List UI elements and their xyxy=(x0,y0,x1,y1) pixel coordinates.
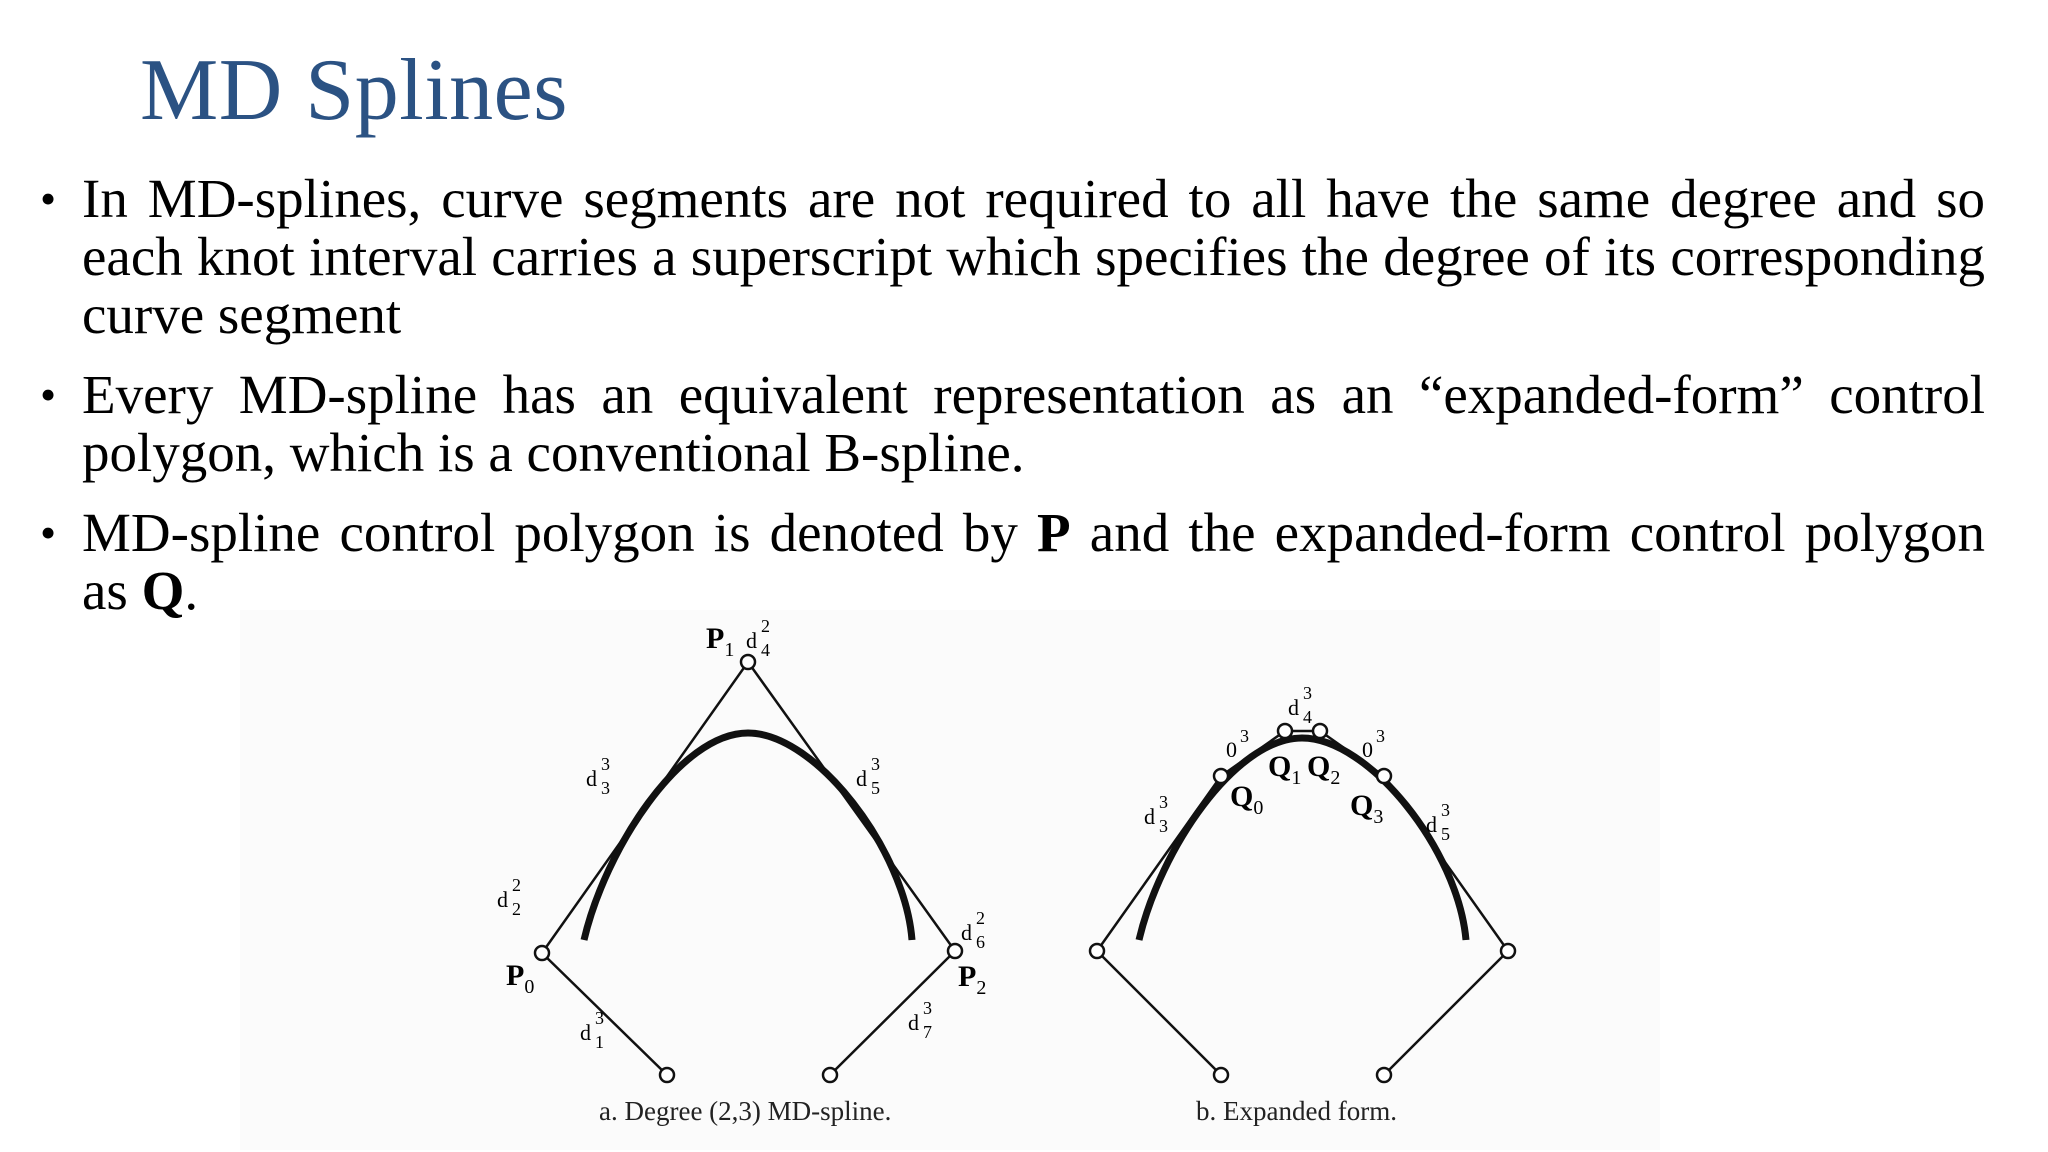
control-point-q1 xyxy=(1278,724,1292,738)
label-p0: $P_0$ xyxy=(506,959,535,998)
knot-a-d7: d3 7 xyxy=(908,998,932,1042)
control-point-p2 xyxy=(948,944,962,958)
figure-b xyxy=(1090,683,1515,1126)
bullet-text-3-post: . xyxy=(184,560,199,621)
end-point-right xyxy=(823,1068,837,1082)
control-point-right xyxy=(1501,944,1515,958)
bullet-text-2: Every MD-spline has an equivalent representation as an “expanded-form” control polygon, which is a conventional B-spline. xyxy=(82,364,1985,483)
label-p2: $P_2$ xyxy=(958,960,987,999)
bullet-text-1: In MD-splines, curve segments are not required to all have the same degree and so each knot interval carries a superscript which specifies the degree of its corresponding curve segment xyxy=(82,168,1985,345)
label-p1: $P_1$ xyxy=(706,622,735,661)
knot-b-d3: d3 3 xyxy=(1144,792,1168,836)
bullet-text-3-mid: and the expanded-form control polygon as xyxy=(82,502,1985,621)
bullet-dot-icon: • xyxy=(40,173,57,224)
knot-b-d4: d3 4 xyxy=(1288,683,1312,727)
control-point-p1 xyxy=(741,655,755,669)
knot-a-d2: d2 2 xyxy=(497,875,521,919)
expanded-spline-curve xyxy=(1139,738,1466,940)
end-point-left xyxy=(660,1068,674,1082)
knot-a-d4: d2 4 xyxy=(746,616,770,660)
caption-b: b. Expanded form. xyxy=(1196,1096,1397,1126)
control-point-left xyxy=(1090,944,1104,958)
end-point-left xyxy=(1214,1068,1228,1082)
control-point-q3 xyxy=(1377,769,1391,783)
bullet-dot-icon: • xyxy=(40,507,57,558)
control-point-q0 xyxy=(1214,769,1228,783)
caption-a: a. Degree (2,3) MD-spline. xyxy=(599,1096,892,1126)
end-point-right xyxy=(1377,1068,1391,1082)
label-q3: $Q_3$ xyxy=(1350,789,1384,828)
label-q2: $Q_2$ xyxy=(1307,750,1341,789)
knot-b-d5: d3 5 xyxy=(1426,800,1450,844)
knot-a-d6: d2 6 xyxy=(961,908,985,952)
knot-b-zero-left: 03 xyxy=(1226,726,1249,762)
symbol-p: P xyxy=(1037,502,1071,563)
slide-title: MD Splines xyxy=(140,42,568,139)
label-q0: $Q_0$ xyxy=(1230,780,1264,819)
control-polygon-q xyxy=(1097,731,1508,1075)
md-spline-curve xyxy=(584,733,912,940)
figure-a xyxy=(497,616,986,1126)
knot-a-d5: d3 5 xyxy=(856,754,880,798)
bullet-text-3-pre: MD-spline control polygon is denoted by xyxy=(82,502,1038,563)
knot-b-zero-right: 03 xyxy=(1362,726,1385,762)
bullet-dot-icon: • xyxy=(40,369,57,420)
control-point-p0 xyxy=(535,946,549,960)
knot-a-d1: d3 1 xyxy=(580,1008,604,1052)
symbol-q: Q xyxy=(141,560,185,621)
knot-a-d3: d3 3 xyxy=(586,754,610,798)
label-q1: $Q_1$ xyxy=(1268,750,1302,789)
control-point-q2 xyxy=(1313,724,1327,738)
